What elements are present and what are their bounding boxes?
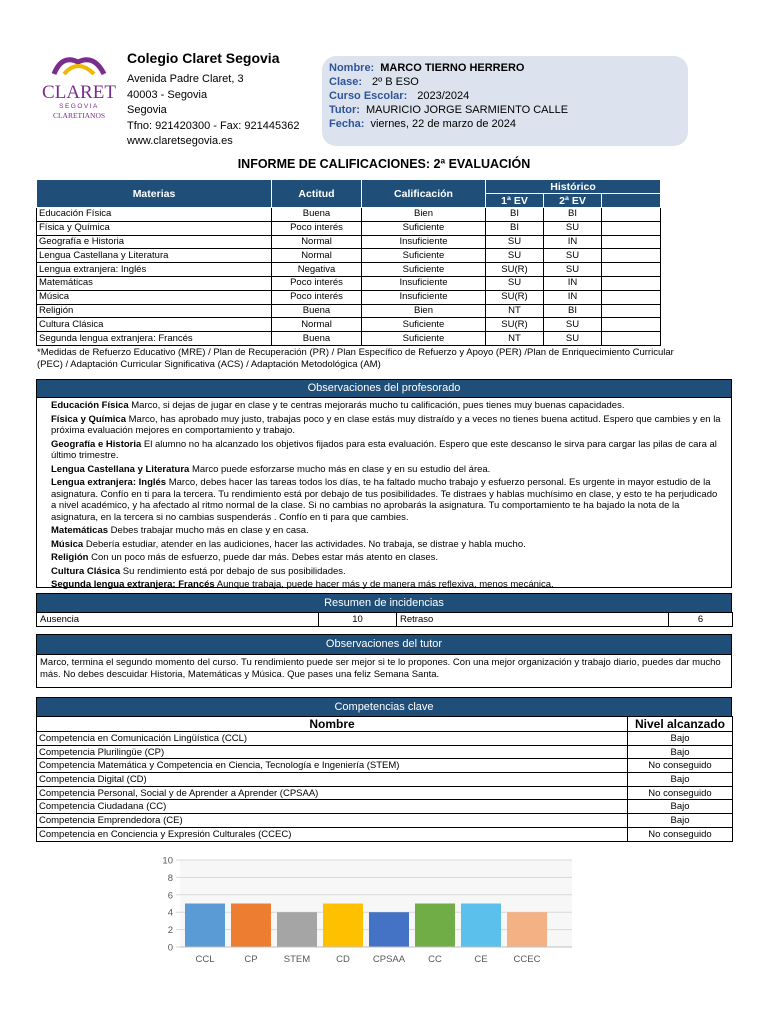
grade-cell-empty xyxy=(602,290,661,304)
tutor-observations-text: Marco, termina el segundo momento del curso. Tu rendimiento puede ser mejor si te lo propones. Con una mejor organización y trabajo diario, puedes dar mucho más. No debes descuidar Historia, Matemáticas y Música. Que pases una feliz Semana Santa. xyxy=(36,654,732,688)
grade-cell-grade: Bien xyxy=(362,304,486,318)
x-tick-label: CD xyxy=(336,954,350,965)
observation-text: El alumno no ha alcanzado los objetivos fijados para esta evaluación. Espero que este descanso le sirva para cargar las pilas de cara al último trimestre. xyxy=(51,438,717,461)
grade-cell-empty xyxy=(602,249,661,263)
grade-cell-grade: Suficiente xyxy=(362,249,486,263)
competency-level: Bajo xyxy=(628,814,733,828)
grade-cell-ev1: BI xyxy=(486,221,544,235)
competencies-chart xyxy=(150,850,580,970)
y-tick-label: 2 xyxy=(167,925,173,937)
observation-subject: Cultura Clásica xyxy=(51,565,121,577)
incidents-header: Resumen de incidencias xyxy=(36,593,732,613)
competencies-table xyxy=(36,716,733,842)
grade-cell-attitude: Poco interés xyxy=(272,221,362,235)
svg-text:CLARETIANOS: CLARETIANOS xyxy=(52,111,106,120)
competency-row xyxy=(37,773,733,787)
grade-row xyxy=(37,263,661,277)
observation-item xyxy=(51,464,721,476)
col-ev2: 2ª EV xyxy=(544,194,602,208)
competency-row xyxy=(37,759,733,773)
observations-header: Observaciones del profesorado xyxy=(36,379,732,398)
grade-cell-ev2: IN xyxy=(544,235,602,249)
school-city: Segovia xyxy=(127,104,167,116)
delay-value: 6 xyxy=(669,613,733,627)
observation-item xyxy=(51,477,721,523)
tutor-observations-header: Observaciones del tutor xyxy=(36,634,732,655)
grade-row xyxy=(37,304,661,318)
observation-item xyxy=(51,439,721,462)
tutor-name: MAURICIO JORGE SARMIENTO CALLE xyxy=(365,104,569,116)
grade-row xyxy=(37,290,661,304)
bar-cc xyxy=(415,904,455,948)
grade-cell-attitude: Poco interés xyxy=(272,276,362,290)
x-tick-label: CCEC xyxy=(513,954,541,965)
bar-ccl xyxy=(185,904,225,948)
report-title: INFORME DE CALIFICACIONES: 2ª EVALUACIÓN xyxy=(237,157,531,171)
grade-cell-ev1: BI xyxy=(486,208,544,222)
grade-cell-grade: Insuficiente xyxy=(362,276,486,290)
x-tick-label: STEM xyxy=(283,954,311,965)
grade-cell-ev1: SU(R) xyxy=(486,318,544,332)
y-tick-label: 10 xyxy=(162,855,173,867)
grade-cell-ev2: SU xyxy=(544,221,602,235)
observation-item xyxy=(51,566,721,578)
competency-row xyxy=(37,827,733,841)
y-tick-label: 4 xyxy=(167,907,173,919)
grade-row xyxy=(37,332,661,346)
grade-cell-ev1: SU xyxy=(486,249,544,263)
grade-cell-subject: Geografía e Historia xyxy=(37,235,272,249)
observation-subject: Música xyxy=(51,538,84,550)
competency-name: Competencia en Comunicación Lingüística (CCL) xyxy=(37,732,628,746)
observation-subject: Geografía e Historia xyxy=(51,438,142,450)
y-tick-label: 6 xyxy=(167,890,173,902)
grade-cell-attitude: Normal xyxy=(272,235,362,249)
student-name: MARCO TIERNO HERRERO xyxy=(380,62,525,74)
grade-cell-ev1: SU(R) xyxy=(486,290,544,304)
grade-row xyxy=(37,318,661,332)
competency-name: Competencia Matemática y Competencia en Ciencia, Tecnología e Ingeniería (STEM) xyxy=(37,759,628,773)
bar-stem xyxy=(277,912,317,947)
observation-subject: Segunda lengua extranjera: Francés xyxy=(51,579,215,590)
school-year: 2023/2024 xyxy=(417,90,470,102)
grade-cell-subject: Segunda lengua extranjera: Francés xyxy=(37,332,272,346)
observation-text: Marco puede esforzarse mucho más en clase y en su estudio del área. xyxy=(189,463,491,475)
col-history: Histórico xyxy=(486,180,661,194)
footnote: *Medidas de Refuerzo Educativo (MRE) / Plan de Recuperación (PR) / Plan Específico de Refuerzo y Apoyo (PER) /Plan de Enriquecimiento Curricular (PEC) / Adaptación Curricular Significativa (ACS) / Adaptación Metodológica (AM) xyxy=(37,347,674,370)
col-empty xyxy=(602,194,661,208)
grade-row xyxy=(37,276,661,290)
col-ev1: 1ª EV xyxy=(486,194,544,208)
grade-cell-subject: Matemáticas xyxy=(37,276,272,290)
grade-cell-ev1: SU xyxy=(486,276,544,290)
report-date: viernes, 22 de marzo de 2024 xyxy=(370,118,517,130)
grade-cell-ev2: SU xyxy=(544,318,602,332)
competency-name: Competencia Digital (CD) xyxy=(37,773,628,787)
competency-level: No conseguido xyxy=(628,827,733,841)
competency-name: Competencia Emprendedora (CE) xyxy=(37,814,628,828)
grade-cell-grade: Insuficiente xyxy=(362,235,486,249)
grade-cell-empty xyxy=(602,235,661,249)
observation-subject: Lengua Castellana y Literatura xyxy=(51,463,190,475)
grade-row xyxy=(37,221,661,235)
observation-subject: Educación Física xyxy=(51,400,129,411)
x-tick-label: CCL xyxy=(195,954,215,965)
grade-cell-subject: Educación Física xyxy=(37,208,272,222)
grade-cell-ev2: IN xyxy=(544,290,602,304)
grade-cell-grade: Insuficiente xyxy=(362,290,486,304)
grade-cell-subject: Lengua extranjera: Inglés xyxy=(37,263,272,277)
grade-cell-subject: Física y Química xyxy=(37,221,272,235)
school-address: Avenida Padre Claret, 3 xyxy=(127,73,244,85)
bar-ccec xyxy=(507,912,547,947)
competency-level: Bajo xyxy=(628,732,733,746)
grade-cell-attitude: Buena xyxy=(272,332,362,346)
y-tick-label: 8 xyxy=(167,872,173,884)
school-year-row: Curso Escolar: 2023/2024 xyxy=(329,90,470,102)
svg-text:SEGOVIA: SEGOVIA xyxy=(59,103,99,110)
bar-cp xyxy=(231,904,271,948)
delay-label: Retraso xyxy=(397,613,669,627)
observation-subject: Lengua extranjera: Inglés xyxy=(51,477,167,488)
grade-cell-attitude: Normal xyxy=(272,318,362,332)
observation-text: Aunque trabaja, puede hacer más y de manera más reflexiva, menos mecánica. xyxy=(214,579,554,590)
school-web[interactable]: www.claretsegovia.es xyxy=(127,135,233,147)
grade-cell-attitude: Buena xyxy=(272,304,362,318)
competency-row xyxy=(37,745,733,759)
grade-cell-subject: Religión xyxy=(37,304,272,318)
observation-text: Su rendimiento está por debajo de sus posibilidades. xyxy=(120,565,346,577)
grade-cell-ev2: SU xyxy=(544,249,602,263)
grade-cell-attitude: Negativa xyxy=(272,263,362,277)
observation-text: Debería estudiar, atender en las audiciones, hacer las actividades. No trabaja, se distrae y habla mucho. xyxy=(83,538,526,550)
student-info-box xyxy=(322,56,688,146)
x-tick-label: CE xyxy=(474,954,488,965)
grade-row xyxy=(37,235,661,249)
competency-name: Competencia en Conciencia y Expresión Culturales (CCEC) xyxy=(37,827,628,841)
grade-cell-grade: Suficiente xyxy=(362,221,486,235)
y-tick-label: 0 xyxy=(167,942,173,954)
observations-panel xyxy=(36,397,732,588)
col-subject: Materias xyxy=(37,180,272,208)
observation-item xyxy=(51,414,721,437)
school-phone: Tfno: 921420300 - Fax: 921445362 xyxy=(127,119,300,132)
grade-cell-subject: Música xyxy=(37,290,272,304)
grade-cell-ev1: SU xyxy=(486,235,544,249)
school-logo xyxy=(40,50,118,120)
grade-cell-subject: Cultura Clásica xyxy=(37,318,272,332)
competency-row xyxy=(37,732,733,746)
grade-cell-grade: Bien xyxy=(362,208,486,222)
grade-cell-subject: Lengua Castellana y Literatura xyxy=(37,249,272,263)
observation-text: Debes trabajar mucho más en clase y en casa. xyxy=(108,525,309,536)
observation-item xyxy=(51,539,721,551)
grade-cell-ev2: BI xyxy=(544,304,602,318)
grades-table xyxy=(36,179,661,346)
observation-item xyxy=(51,400,721,412)
observation-item xyxy=(51,552,721,564)
bar-ce xyxy=(461,904,501,948)
date-row: Fecha: viernes, 22 de marzo de 2024 xyxy=(329,118,517,130)
grade-cell-empty xyxy=(602,276,661,290)
col-grade: Calificación xyxy=(362,180,486,208)
student-class-row: Clase: 2º B ESO xyxy=(329,76,419,88)
absence-label: Ausencia xyxy=(37,613,319,627)
observation-text: Marco, debes hacer las tareas todos los días, te ha faltado mucho trabajo y esfuerzo personal. Es urgente in mayor estudio de la asignatura. Confío en ti para la tercera. Tu rendimiento está por debajo de tus posibilidades. Te distraes y hablas muchísimo en clase, y esto te ha perjudicado a nivel académico, y ha afectado al ritmo normal de la clase. Si no cambias no aprobarás la asignatura. Tu comportamiento te ha bajado la nota de la asignatura, en la tercera si no cambias suspenderás . Confío en ti para que cambies. xyxy=(51,477,718,523)
grade-cell-ev1: SU(R) xyxy=(486,263,544,277)
observation-subject: Física y Química xyxy=(51,413,126,425)
competency-level: No conseguido xyxy=(628,759,733,773)
x-tick-label: CP xyxy=(244,954,258,965)
competency-row xyxy=(37,786,733,800)
observation-item xyxy=(51,525,721,537)
competency-level: Bajo xyxy=(628,745,733,759)
grade-cell-empty xyxy=(602,304,661,318)
competency-level: Bajo xyxy=(628,800,733,814)
competency-name: Competencia Plurilingüe (CP) xyxy=(37,745,628,759)
competencies-header: Competencias clave xyxy=(36,697,732,717)
observation-subject: Matemáticas xyxy=(51,525,109,536)
competency-level: No conseguido xyxy=(628,786,733,800)
bar-cpsaa xyxy=(369,912,409,947)
student-name-row: Nombre: MARCO TIERNO HERRERO xyxy=(329,62,525,74)
grade-cell-empty xyxy=(602,332,661,346)
x-tick-label: CPSAA xyxy=(372,954,406,965)
grade-cell-ev2: SU xyxy=(544,263,602,277)
grade-cell-ev2: SU xyxy=(544,332,602,346)
col-attitude: Actitud xyxy=(272,180,362,208)
competency-level: Bajo xyxy=(628,773,733,787)
competency-name: Competencia Ciudadana (CC) xyxy=(37,800,628,814)
grade-row xyxy=(37,208,661,222)
grade-cell-attitude: Poco interés xyxy=(272,290,362,304)
observation-text: Marco, has aprobado muy justo, trabajas poco y en clase estás muy distraído y a veces no tienes buena actitud. Espero que cambies y en la próxima evaluación mejores en comportamiento y trabajo. xyxy=(51,413,721,436)
grade-cell-ev2: IN xyxy=(544,276,602,290)
grade-cell-attitude: Normal xyxy=(272,249,362,263)
competency-row xyxy=(37,814,733,828)
x-tick-label: CC xyxy=(428,954,442,965)
grade-cell-empty xyxy=(602,221,661,235)
grade-cell-empty xyxy=(602,318,661,332)
grade-cell-empty xyxy=(602,208,661,222)
observation-subject: Religión xyxy=(51,552,89,563)
observation-text: Marco, si dejas de jugar en clase y te centras mejorarás mucho tu calificación, pues tienes muy buenas capacidades. xyxy=(128,400,625,411)
grade-cell-grade: Suficiente xyxy=(362,318,486,332)
grade-cell-ev1: NT xyxy=(486,304,544,318)
grade-cell-ev2: BI xyxy=(544,208,602,222)
competency-name: Competencia Personal, Social y de Aprender a Aprender (CPSAA) xyxy=(37,786,628,800)
absence-value: 10 xyxy=(319,613,397,627)
tutor-row: Tutor: MAURICIO JORGE SARMIENTO CALLE xyxy=(329,104,569,116)
col-competency-name: Nombre xyxy=(37,717,628,732)
grade-row xyxy=(37,249,661,263)
school-postal: 40003 - Segovia xyxy=(127,88,208,101)
grade-cell-grade: Suficiente xyxy=(362,332,486,346)
grade-cell-grade: Suficiente xyxy=(362,263,486,277)
school-info xyxy=(127,50,317,150)
student-class: 2º B ESO xyxy=(372,76,419,88)
grade-cell-empty xyxy=(602,263,661,277)
grade-cell-attitude: Buena xyxy=(272,208,362,222)
observation-item xyxy=(51,579,721,591)
bar-cd xyxy=(323,904,363,948)
col-level: Nivel alcanzado xyxy=(628,717,733,732)
logo-wordmark: CLARET xyxy=(42,82,116,103)
competency-row xyxy=(37,800,733,814)
school-name: Colegio Claret Segovia xyxy=(127,50,280,66)
observation-text: Con un poco más de esfuerzo, puede dar más. Debes estar más atento en clases. xyxy=(88,552,439,563)
incidents-table xyxy=(36,612,733,627)
grade-cell-ev1: NT xyxy=(486,332,544,346)
